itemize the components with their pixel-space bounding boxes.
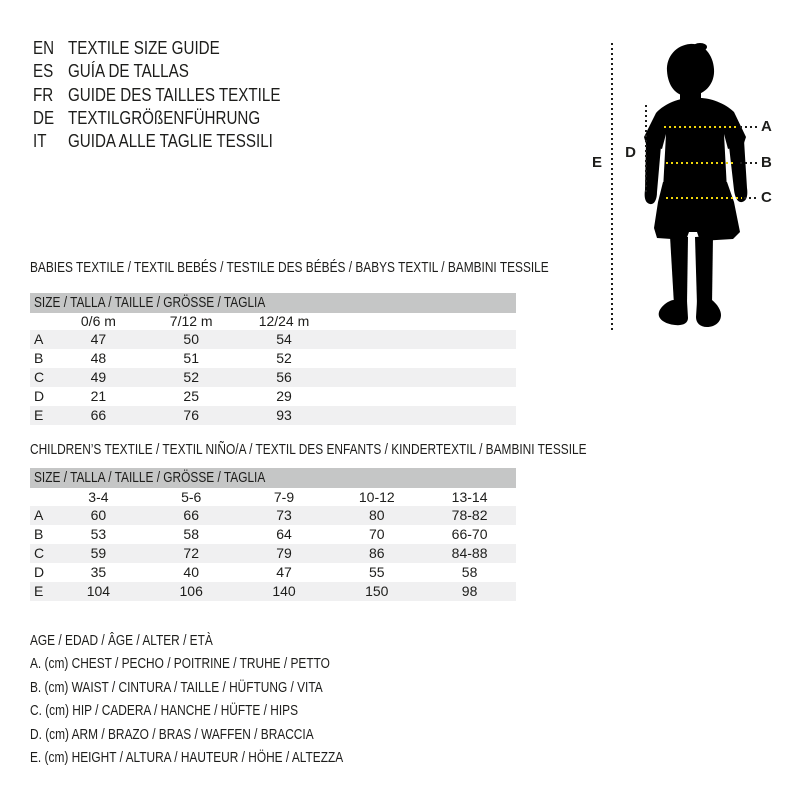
cell: 106	[179, 583, 203, 599]
language-label: GUIDE DES TAILLES TEXTILE	[68, 83, 281, 105]
language-list	[33, 36, 327, 152]
column-header: 7-9	[273, 489, 295, 505]
children-section-title-text: CHILDREN’S TEXTILE / TEXTIL NIÑO/A / TEXTIL DES ENFANTS / KINDERTEXTIL / BAMBINI TESSILE	[30, 442, 587, 458]
legend-line-waist-text: B. (cm) WAIST / CINTURA / TAILLE / HÜFTUNG / VITA	[30, 679, 323, 696]
legend-line-hip	[30, 700, 412, 723]
table-row	[30, 406, 516, 425]
measure-label-a: A	[761, 118, 772, 135]
cell: 78-82	[451, 507, 488, 523]
language-code: EN	[33, 37, 55, 58]
children-table-header-bar	[30, 468, 516, 488]
chest-measure-leader-a	[740, 126, 757, 128]
legend-line-hip-text: C. (cm) HIP / CADERA / HANCHE / HÜFTE / HIPS	[30, 703, 298, 720]
cell: 58	[461, 564, 478, 580]
cell: 64	[276, 526, 292, 542]
table-row	[30, 563, 516, 582]
cell: 76	[183, 407, 199, 423]
column-header: 13-14	[451, 489, 488, 505]
cell: 58	[183, 526, 199, 542]
cell: 49	[90, 369, 107, 385]
children-column-headers	[30, 488, 516, 506]
language-label: GUÍA DE TALLAS	[68, 60, 189, 82]
hip-measure-leader-c	[744, 197, 758, 199]
cell: 84-88	[451, 545, 488, 561]
row-label: E	[34, 407, 44, 423]
cell: 29	[276, 388, 292, 404]
children-section-title	[30, 441, 709, 459]
table-row	[30, 349, 516, 368]
cell: 51	[183, 350, 199, 366]
cell: 56	[276, 369, 292, 385]
cell: 55	[369, 564, 385, 580]
table-row	[30, 582, 516, 601]
measure-label-b: B	[761, 154, 772, 171]
measure-label-e: E	[591, 154, 602, 171]
legend-line-chest	[30, 653, 412, 676]
cell: 150	[365, 583, 389, 599]
arm-measure-line-d	[645, 105, 647, 195]
cell: 72	[183, 545, 199, 561]
cell: 47	[90, 331, 107, 347]
row-label: C	[34, 369, 45, 385]
cell: 140	[272, 583, 296, 599]
row-label: D	[34, 564, 45, 580]
legend-line-age-text: AGE / EDAD / ÂGE / ALTER / ETÀ	[30, 633, 213, 649]
language-code: DE	[33, 106, 55, 128]
language-label: TEXTILE SIZE GUIDE	[68, 37, 220, 58]
cell: 60	[90, 507, 107, 523]
cell: 73	[276, 507, 292, 523]
cell: 52	[276, 350, 292, 366]
row-label: B	[34, 350, 44, 366]
waist-measure-leader-b	[740, 162, 757, 164]
cell: 52	[183, 369, 199, 385]
row-label: D	[34, 388, 45, 404]
cell: 48	[90, 350, 107, 366]
row-label: A	[34, 331, 44, 347]
language-item	[33, 129, 327, 152]
language-item	[33, 59, 327, 82]
column-header: 3-4	[88, 489, 109, 505]
language-code: ES	[33, 60, 54, 82]
measure-label-d: D	[625, 144, 636, 161]
babies-size-header-text: SIZE / TALLA / TAILLE / GRÖSSE / TAGLIA	[34, 295, 266, 311]
cell: 104	[86, 583, 111, 599]
table-row	[30, 387, 516, 406]
babies-table-header-bar	[30, 293, 516, 313]
column-header: 10-12	[358, 489, 395, 505]
language-label: TEXTILGRÖßENFÜHRUNG	[68, 106, 261, 128]
column-header: 0/6 m	[80, 313, 116, 329]
legend-line-arm-text: D. (cm) ARM / BRAZO / BRAS / WAFFEN / BRACCIA	[30, 726, 314, 743]
legend-line-arm	[30, 724, 412, 747]
language-code: IT	[33, 130, 47, 152]
child-silhouette-icon	[640, 42, 750, 332]
legend-line-chest-text: A. (cm) CHEST / PECHO / POITRINE / TRUHE / PETTO	[30, 656, 330, 673]
language-label: GUIDA ALLE TAGLIE TESSILI	[68, 130, 273, 152]
cell: 40	[183, 564, 199, 580]
hip-measure-line-c	[666, 197, 742, 199]
row-label: A	[34, 507, 44, 523]
cell: 54	[276, 331, 292, 347]
corner-cell	[30, 313, 52, 330]
table-row	[30, 330, 516, 349]
cell: 21	[90, 388, 107, 404]
legend-line-height-text: E. (cm) HEIGHT / ALTURA / HAUTEUR / HÖHE / ALTEZZA	[30, 749, 344, 766]
cell: 66	[90, 407, 107, 423]
measurement-legend	[30, 630, 412, 770]
cell: 50	[183, 331, 199, 347]
cell: 80	[369, 507, 385, 523]
corner-cell	[30, 488, 52, 506]
cell: 93	[276, 407, 292, 423]
cell: 25	[183, 388, 199, 404]
height-measure-line-e	[611, 43, 613, 331]
cell: 59	[90, 545, 107, 561]
legend-line-height	[30, 747, 412, 770]
table-row	[30, 525, 516, 544]
row-label: C	[34, 545, 45, 561]
cell: 53	[90, 526, 107, 542]
cell: 98	[461, 583, 478, 599]
table-row	[30, 506, 516, 525]
language-item	[33, 106, 327, 129]
cell: 66	[183, 507, 199, 523]
row-label: E	[34, 583, 44, 599]
chest-measure-line-a	[664, 126, 738, 128]
table-row	[30, 368, 516, 387]
legend-line-age	[30, 630, 412, 653]
children-size-header-text: SIZE / TALLA / TAILLE / GRÖSSE / TAGLIA	[34, 470, 266, 486]
legend-line-waist	[30, 677, 412, 700]
cell: 66-70	[451, 526, 488, 542]
cell: 70	[369, 526, 385, 542]
cell: 35	[90, 564, 107, 580]
children-size-table	[30, 468, 516, 601]
table-row	[30, 544, 516, 563]
babies-section-title-text: BABIES TEXTILE / TEXTIL BEBÉS / TESTILE DES BÉBÉS / BABYS TEXTIL / BAMBINI TESSILE	[30, 260, 549, 276]
cell: 47	[276, 564, 292, 580]
babies-column-headers	[30, 313, 516, 330]
row-label: B	[34, 526, 44, 542]
column-header: 12/24 m	[258, 313, 310, 329]
column-header: 7/12 m	[169, 313, 213, 329]
language-code: FR	[33, 83, 54, 105]
cell: 86	[369, 545, 385, 561]
measure-label-c: C	[761, 189, 772, 206]
cell: 79	[276, 545, 292, 561]
language-item	[33, 36, 327, 59]
column-header: 5-6	[181, 489, 202, 505]
babies-section-title	[30, 259, 663, 277]
language-item	[33, 83, 327, 106]
waist-measure-line-b	[666, 162, 736, 164]
babies-size-table	[30, 293, 516, 425]
